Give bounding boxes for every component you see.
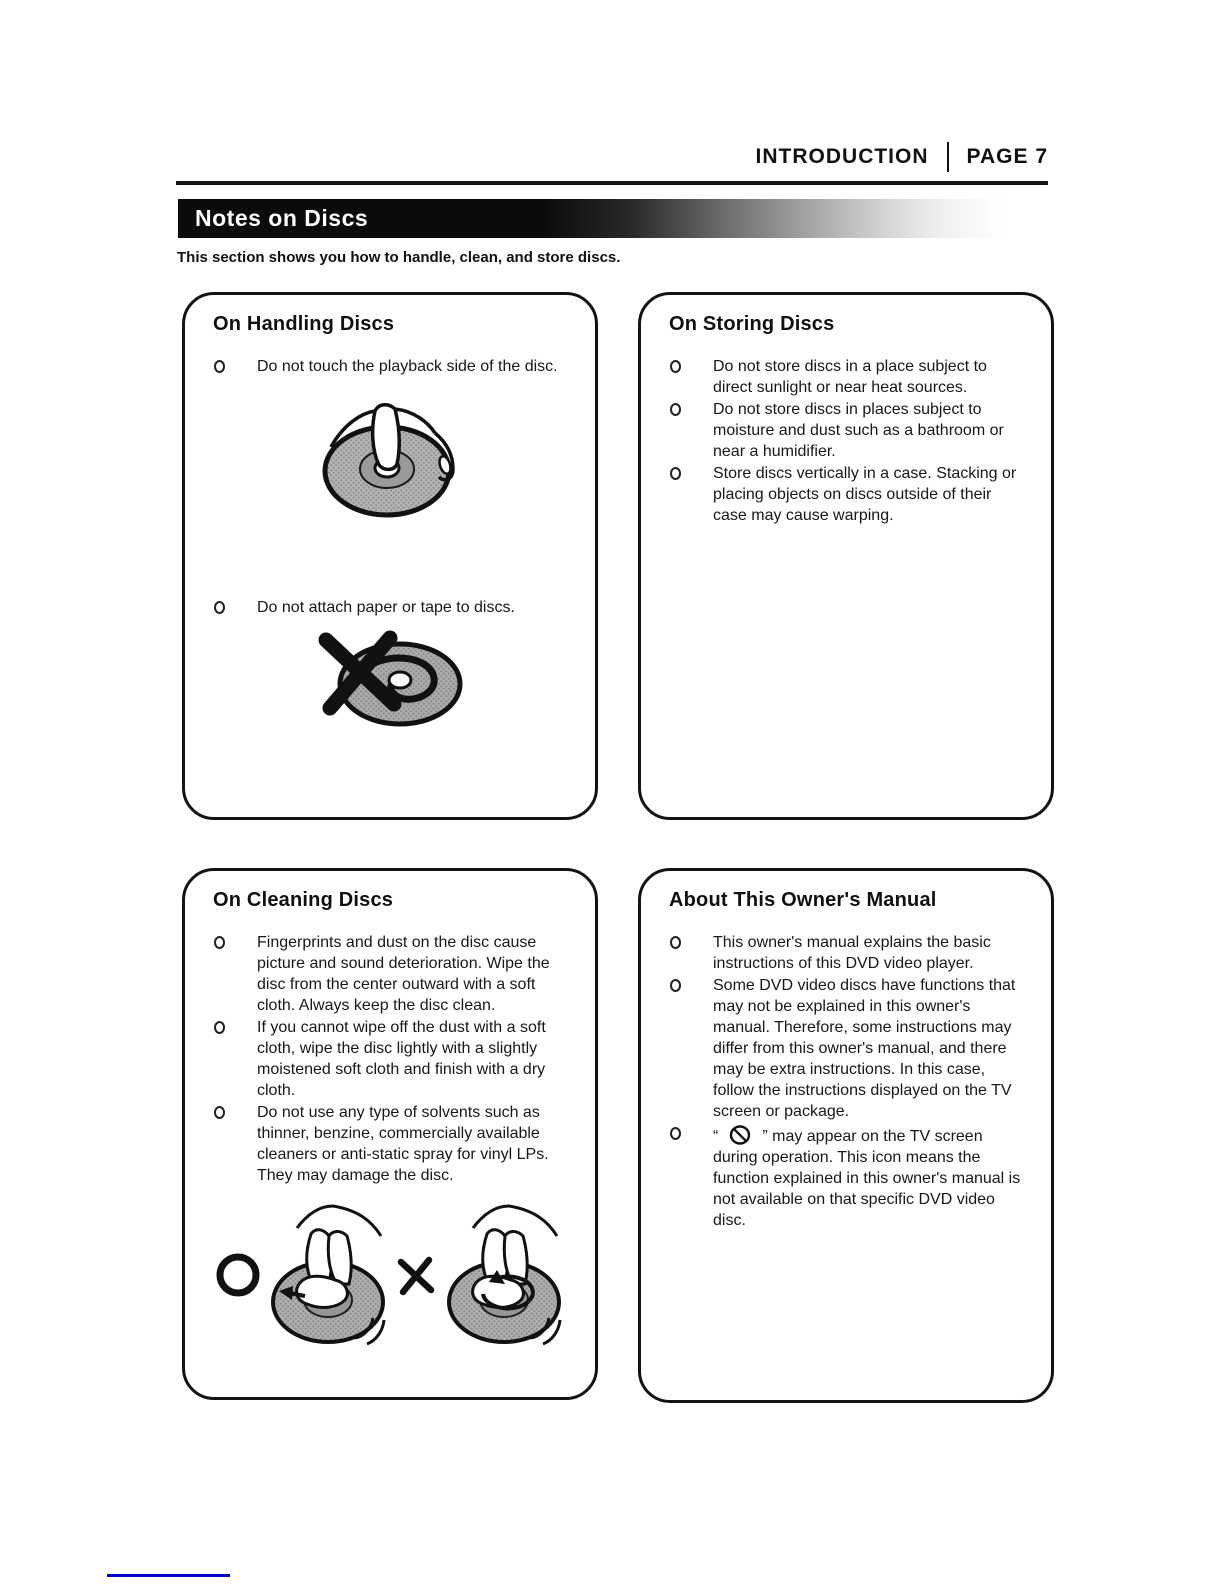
- bullet-text: Fingerprints and dust on the disc cause picture and sound deterioration. Wipe the disc from the center outward with a soft cloth. Always keep the disc clean.: [257, 934, 550, 1014]
- header-page-label: PAGE 7: [966, 145, 1048, 168]
- list-item: [211, 1102, 569, 1186]
- wipe-illustration-row: [211, 1200, 569, 1350]
- list-item: [667, 463, 1025, 526]
- bullet-circle-icon: [670, 936, 681, 949]
- bullet-circle-icon: [670, 467, 681, 480]
- bullet-circle-icon: [214, 1106, 225, 1119]
- list-item: [211, 932, 569, 1016]
- bullet-circle-icon: [670, 360, 681, 373]
- list-item: [211, 356, 569, 377]
- box-handling-discs: [182, 292, 598, 820]
- bullet-text: This owner's manual explains the basic instructions of this DVD video player.: [713, 934, 991, 972]
- disc-with-tape-crossed-illustration: [310, 630, 470, 730]
- list-item: [667, 356, 1025, 398]
- section-title: Notes on Discs: [195, 205, 369, 231]
- header-section-title: INTRODUCTION: [755, 145, 929, 168]
- wipe-circular-wrong-illustration: [443, 1200, 565, 1350]
- box-about-manual: [638, 868, 1054, 1403]
- bullet-text: [713, 1123, 1025, 1231]
- bullet-circle-icon: [670, 1127, 681, 1140]
- list-item: [667, 932, 1025, 974]
- list-item: [211, 597, 569, 618]
- box-storing-discs: [638, 292, 1054, 820]
- box-title: On Storing Discs: [669, 313, 835, 335]
- bullet-text-after-icon: may appear on the TV screen during operation. This icon means the function explained in this owner's manual is not available on that specific DVD video disc.: [713, 1128, 1021, 1229]
- prohibited-icon: [727, 1123, 753, 1147]
- section-title-bar: [178, 199, 1048, 238]
- page-header: [176, 142, 1048, 172]
- bullet-text: Do not store discs in places subject to moisture and dust such as a bathroom or near a humidifier.: [713, 401, 1004, 460]
- footer-blue-line: [107, 1574, 230, 1577]
- bullet-text: Do not touch the playback side of the disc.: [257, 358, 558, 375]
- bullet-circle-icon: [670, 403, 681, 416]
- bullet-circle-icon: [214, 1021, 225, 1034]
- wrong-x-icon: [395, 1254, 437, 1296]
- bullet-text: Store discs vertically in a case. Stacking or placing objects on discs outside of their case may cause warping.: [713, 465, 1017, 524]
- bullet-circle-icon: [214, 360, 225, 373]
- bullet-text: Do not use any type of solvents such as thinner, benzine, commercially available cleaners or anti-static spray for vinyl LPs. They may damage the disc.: [257, 1104, 549, 1184]
- box-title: On Handling Discs: [213, 313, 395, 335]
- bullet-circle-icon: [214, 601, 225, 614]
- bullet-circle-icon: [670, 979, 681, 992]
- bullet-text: Some DVD video discs have functions that may not be explained in this owner's manual. Therefore, some instructions may differ from this owner's manual, and there may be extra instructions. In this case, follow the instructions displayed on the TV screen or package.: [713, 977, 1016, 1120]
- bullet-circle-icon: [214, 936, 225, 949]
- box-cleaning-discs: [182, 868, 598, 1400]
- header-rule: [176, 181, 1048, 185]
- section-intro-text: This section shows you how to handle, clean, and store discs.: [177, 249, 621, 266]
- box-title: On Cleaning Discs: [213, 889, 394, 911]
- correct-circle-icon: [215, 1252, 261, 1298]
- bullet-text: Do not store discs in a place subject to direct sunlight or near heat sources.: [713, 358, 987, 396]
- open-quote: “: [713, 1128, 719, 1145]
- bullet-text: If you cannot wipe off the dust with a soft cloth, wipe the disc lightly with a slightly moistened soft cloth and finish with a dry cloth.: [257, 1019, 546, 1099]
- box-title: About This Owner's Manual: [669, 889, 937, 911]
- header-divider: [947, 142, 949, 172]
- hand-holding-disc-illustration: [295, 399, 485, 521]
- list-item: [667, 1123, 1025, 1231]
- bullet-text: Do not attach paper or tape to discs.: [257, 599, 515, 616]
- list-item: [667, 399, 1025, 462]
- list-item: [211, 1017, 569, 1101]
- close-quote: ”: [762, 1128, 768, 1145]
- list-item: [667, 975, 1025, 1122]
- wipe-outward-correct-illustration: [267, 1200, 389, 1350]
